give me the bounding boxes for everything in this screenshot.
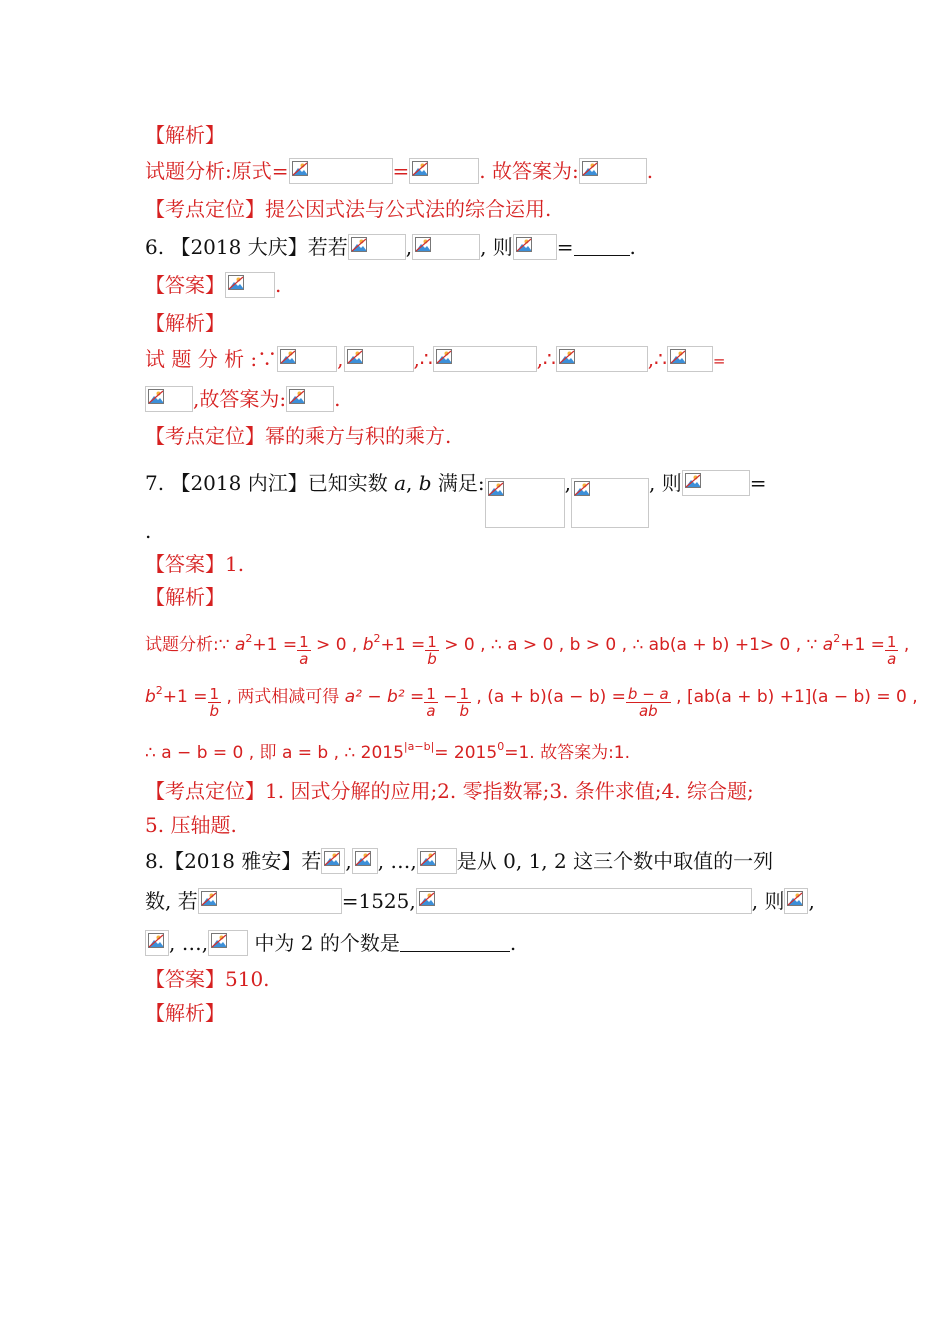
numerator: b − a <box>627 685 669 703</box>
text: 试 题 分 析 :∵ <box>145 347 278 371</box>
formula-image <box>667 346 713 372</box>
text: , 两式相减可得 <box>221 687 345 707</box>
formula-image <box>571 478 649 528</box>
text: 8.【2018 雅安】若 <box>145 849 322 873</box>
math: a <box>822 635 834 655</box>
answer-q6 <box>145 272 281 298</box>
broken-image-icon <box>280 349 296 364</box>
text: +1 = <box>840 635 885 655</box>
formula-image <box>409 158 479 184</box>
math: a <box>234 635 246 655</box>
math: a² − b² <box>344 687 405 707</box>
formula-image <box>277 346 337 372</box>
math: 0 <box>497 740 505 753</box>
formula-image <box>412 234 480 260</box>
math: |a−b| <box>403 740 435 753</box>
text: = <box>749 471 767 495</box>
numerator: 1 <box>459 685 469 703</box>
text: . <box>509 931 517 955</box>
analysis-heading-2: 【解析】 <box>145 311 225 335</box>
text: = <box>404 687 425 707</box>
text: . 故答案为: <box>479 159 579 183</box>
formula-image <box>417 848 457 874</box>
formula-image <box>289 158 393 184</box>
text: 是从 0, 1, 2 这三个数中取值的一列 <box>456 849 774 873</box>
formula-image <box>208 930 248 956</box>
formula-image <box>198 888 342 914</box>
fraction <box>457 686 471 719</box>
analysis-q7-line1 <box>145 632 909 667</box>
broken-image-icon <box>582 161 598 176</box>
numerator: 1 <box>427 633 437 651</box>
math: b <box>362 635 374 655</box>
knowledge-point-q7-cont: 5. 压轴题. <box>145 813 237 837</box>
broken-image-icon <box>148 933 164 948</box>
denominator: a <box>887 650 897 668</box>
fraction <box>626 686 671 719</box>
formula-image <box>344 346 414 372</box>
fraction <box>425 634 439 667</box>
analysis-q7-line2 <box>145 684 918 719</box>
text: +1 = <box>252 635 298 655</box>
answer-image <box>286 386 334 412</box>
question-6 <box>145 234 636 260</box>
broken-image-icon <box>355 851 371 866</box>
broken-image-icon <box>516 237 532 252</box>
text: , <box>898 635 910 655</box>
question-8 <box>145 848 773 874</box>
text: ∴ a − b = 0 , 即 a = b , ∴ 2015 <box>145 743 404 763</box>
text: , <box>564 471 571 495</box>
formula-image <box>145 386 193 412</box>
analysis-heading-3: 【解析】 <box>145 585 225 609</box>
numerator: 1 <box>426 685 436 703</box>
text: , 则 <box>649 471 682 495</box>
formula-image <box>513 234 557 260</box>
text: =1. 故答案为:1. <box>504 743 631 763</box>
broken-image-icon <box>420 851 436 866</box>
text: , <box>337 347 344 371</box>
question-7-blank: . <box>145 519 152 543</box>
denominator: b <box>459 702 469 720</box>
numerator: 1 <box>209 685 220 703</box>
formula-image <box>348 234 406 260</box>
answer-image <box>579 158 647 184</box>
text: ,故答案为: <box>193 387 287 411</box>
denominator: a <box>299 650 309 668</box>
analysis-line-q5 <box>145 158 653 184</box>
text: 试题分析:∵ <box>145 635 235 655</box>
formula-image <box>416 888 752 914</box>
math: b <box>145 687 156 707</box>
analysis-q7-line3 <box>145 740 630 766</box>
fraction <box>208 686 222 719</box>
text: . <box>275 273 282 297</box>
formula-image <box>784 888 808 914</box>
text: 6. 【2018 大庆】若若 <box>145 235 348 259</box>
text: > 0 , ∴ a > 0 , b > 0 , ∴ ab(a + b) +1> 0 , ∵ <box>438 635 823 655</box>
broken-image-icon <box>415 237 431 252</box>
text: 【答案】 <box>145 273 225 297</box>
text: ,∴ <box>536 347 556 371</box>
denominator: b <box>209 702 220 720</box>
denominator: b <box>427 650 437 668</box>
broken-image-icon <box>574 481 590 496</box>
broken-image-icon <box>412 161 428 176</box>
text: , …, <box>169 931 209 955</box>
text: = <box>556 235 574 259</box>
answer-q8: 【答案】510. <box>145 967 270 991</box>
text: . <box>646 159 654 183</box>
text: > 0 , <box>310 635 358 655</box>
fraction <box>297 634 311 667</box>
text: a <box>394 471 406 495</box>
broken-image-icon <box>347 349 363 364</box>
knowledge-point-q5: 【考点定位】提公因式法与公式法的综合运用. <box>145 197 552 221</box>
text: = <box>712 352 726 370</box>
broken-image-icon <box>292 161 308 176</box>
text: 满足: <box>431 471 485 495</box>
fraction <box>885 634 899 667</box>
text: +1 = <box>380 635 426 655</box>
question-7 <box>145 470 766 528</box>
text: 试题分析:原式= <box>145 159 289 183</box>
formula-image <box>145 930 169 956</box>
text: ,∴ <box>647 347 667 371</box>
fraction <box>424 686 438 719</box>
text: , <box>406 471 419 495</box>
broken-image-icon <box>436 349 452 364</box>
knowledge-point-q6: 【考点定位】幂的乘方与积的乘方. <box>145 424 452 448</box>
text: . <box>334 387 341 411</box>
formula-image <box>352 848 378 874</box>
text: , (a + b)(a − b) = <box>470 687 626 707</box>
broken-image-icon <box>201 891 217 906</box>
answer-q7: 【答案】1. <box>145 552 245 576</box>
broken-image-icon <box>559 349 575 364</box>
text: , <box>808 889 815 913</box>
analysis-line-q6-cont <box>145 386 340 412</box>
broken-image-icon <box>324 851 340 866</box>
question-8-cont <box>145 888 815 914</box>
text: , <box>345 849 352 873</box>
numerator: 1 <box>299 633 309 651</box>
broken-image-icon <box>228 275 244 290</box>
text: ,∴ <box>413 347 433 371</box>
broken-image-icon <box>685 473 701 488</box>
broken-image-icon <box>289 389 305 404</box>
broken-image-icon <box>787 891 803 906</box>
analysis-heading-4: 【解析】 <box>145 1001 225 1025</box>
broken-image-icon <box>419 891 435 906</box>
formula-image <box>682 470 750 496</box>
formula-image <box>556 346 648 372</box>
text: +1 = <box>162 687 208 707</box>
math: 2 <box>373 632 381 645</box>
formula-image <box>433 346 537 372</box>
text: 中为 2 的个数是 <box>248 931 400 955</box>
text: = 2015 <box>434 743 498 763</box>
answer-image <box>225 272 275 298</box>
text: b <box>418 471 432 495</box>
text: − <box>437 687 458 707</box>
formula-image <box>485 478 565 528</box>
question-8-cont2 <box>145 930 516 956</box>
answer-blank <box>400 933 510 952</box>
text: , …, <box>377 849 417 873</box>
broken-image-icon <box>211 933 227 948</box>
formula-image <box>321 848 345 874</box>
analysis-heading-1: 【解析】 <box>145 123 225 147</box>
math: 2 <box>155 684 163 697</box>
text: , 则 <box>480 235 513 259</box>
broken-image-icon <box>351 237 367 252</box>
text: , [ab(a + b) +1](a − b) = 0 , <box>670 687 918 707</box>
text: = <box>392 159 410 183</box>
broken-image-icon <box>670 349 686 364</box>
numerator: 1 <box>886 633 897 651</box>
answer-blank <box>574 237 630 256</box>
text: =1525, <box>341 889 416 913</box>
math: 2 <box>245 632 253 645</box>
text: , <box>405 235 413 259</box>
math: 2 <box>833 632 841 645</box>
knowledge-point-q7: 【考点定位】1. 因式分解的应用;2. 零指数幂;3. 条件求值;4. 综合题; <box>145 779 754 803</box>
broken-image-icon <box>148 389 164 404</box>
text: , 则 <box>751 889 785 913</box>
denominator: ab <box>638 702 658 720</box>
text: . <box>629 235 636 259</box>
text: 数, 若 <box>145 889 198 913</box>
denominator: a <box>426 702 436 720</box>
text: 7. 【2018 内江】已知实数 <box>145 471 395 495</box>
analysis-line-q6 <box>145 346 725 374</box>
broken-image-icon <box>488 481 504 496</box>
